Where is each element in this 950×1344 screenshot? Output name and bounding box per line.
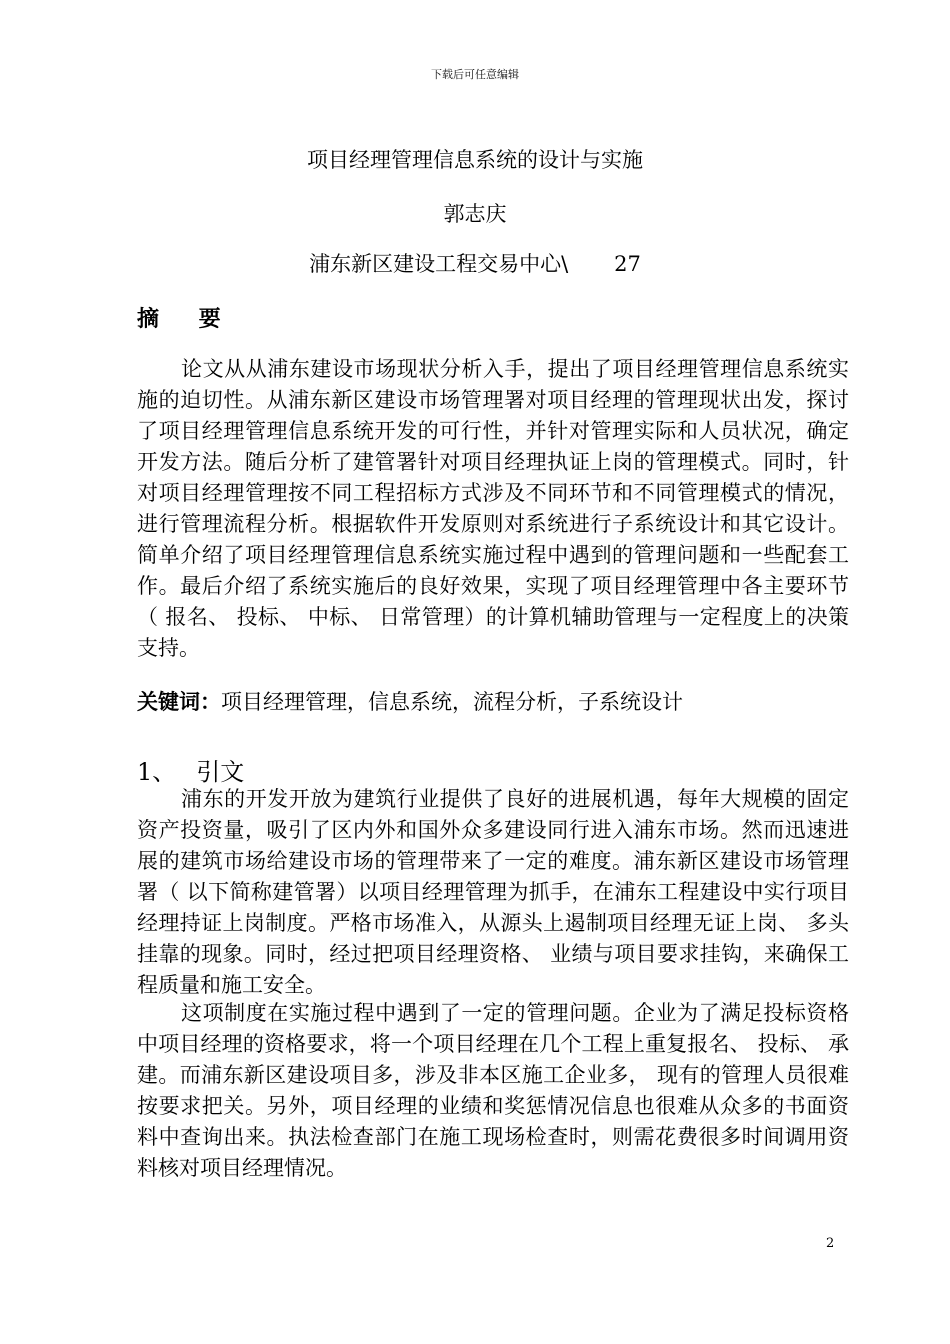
abstract-heading: 摘 要 [137, 307, 237, 332]
keywords-text: 项目经理管理，信息系统，流程分析，子系统设计 [221, 690, 683, 714]
keywords-label: 关键词： [137, 690, 221, 714]
affiliation-code: 27 [614, 252, 641, 276]
page-number: 2 [826, 1236, 835, 1251]
document-title: 项目经理管理信息系统的设计与实施 [307, 148, 643, 172]
section-paragraph-1: 浦东的开发开放为建筑行业提供了良好的进展机遇，每年大规模的固定资产投资量，吸引了区内外和国外众多建设同行进入浦东市场。然而迅速进展的建筑市场给建设市场的管理带来了一定的难度。浦东新区建设市场管理署（ 以下简称建管署）以项目经理管理为抓手，在浦东工程建设中实行项目经理持证上岗制度。严格市场准入，从源头上遏制项目经理无证上岗、 多头挂靠的现象。同时，经过把项目经理资格、 业绩与项目要求挂钩，来确保工程质量和施工安全。 [137, 787, 849, 997]
abstract-text: 论文从从浦东建设市场现状分析入手，提出了项目经理管理信息系统实施的迫切性。从浦东新区建设市场管理署对项目经理的管理现状出发，探讨了项目经理管理信息系统开发的可行性，并针对管理实际和人员状况，确定开发方法。随后分析了建管署针对项目经理执证上岗的管理模式。同时，针对项目经理管理按不同工程招标方式涉及不同环节和不同管理模式的情况，进行管理流程分析。根据软件开发原则对系统进行子系统设计和其它设计。简单介绍了项目经理管理信息系统实施过程中遇到的管理问题和一些配套工作。最后介绍了系统实施后的良好效果，实现了项目经理管理中各主要环节（ 报名、 投标、 中标、 日常管理）的计算机辅助管理与一定程度上的决策支持。 [137, 357, 849, 660]
section-title: 引文 [196, 758, 245, 786]
author-name: 郭志庆 [443, 202, 507, 226]
section-heading [137, 752, 244, 787]
page-header: 下载后可任意编辑 [431, 68, 519, 81]
section-paragraph-2: 这项制度在实施过程中遇到了一定的管理问题。企业为了满足投标资格中项目经理的资格要求，将一个项目经理在几个工程上重复报名、 投标、 承建。而浦东新区建设项目多，涉及非本区施工企业多， 现有的管理人员很难按要求把关。另外，项目经理的业绩和奖惩情况信息也很难从众多的书面资料中查询出来。执法检查部门在施工现场检查时，则需花费很多时间调用资料核对项目经理情况。 [137, 1001, 849, 1180]
keywords [137, 686, 683, 716]
section-number: 1、 [137, 758, 177, 786]
affiliation-name: 浦东新区建设工程交易中心\ [309, 252, 569, 276]
author-affiliation [0, 248, 950, 278]
